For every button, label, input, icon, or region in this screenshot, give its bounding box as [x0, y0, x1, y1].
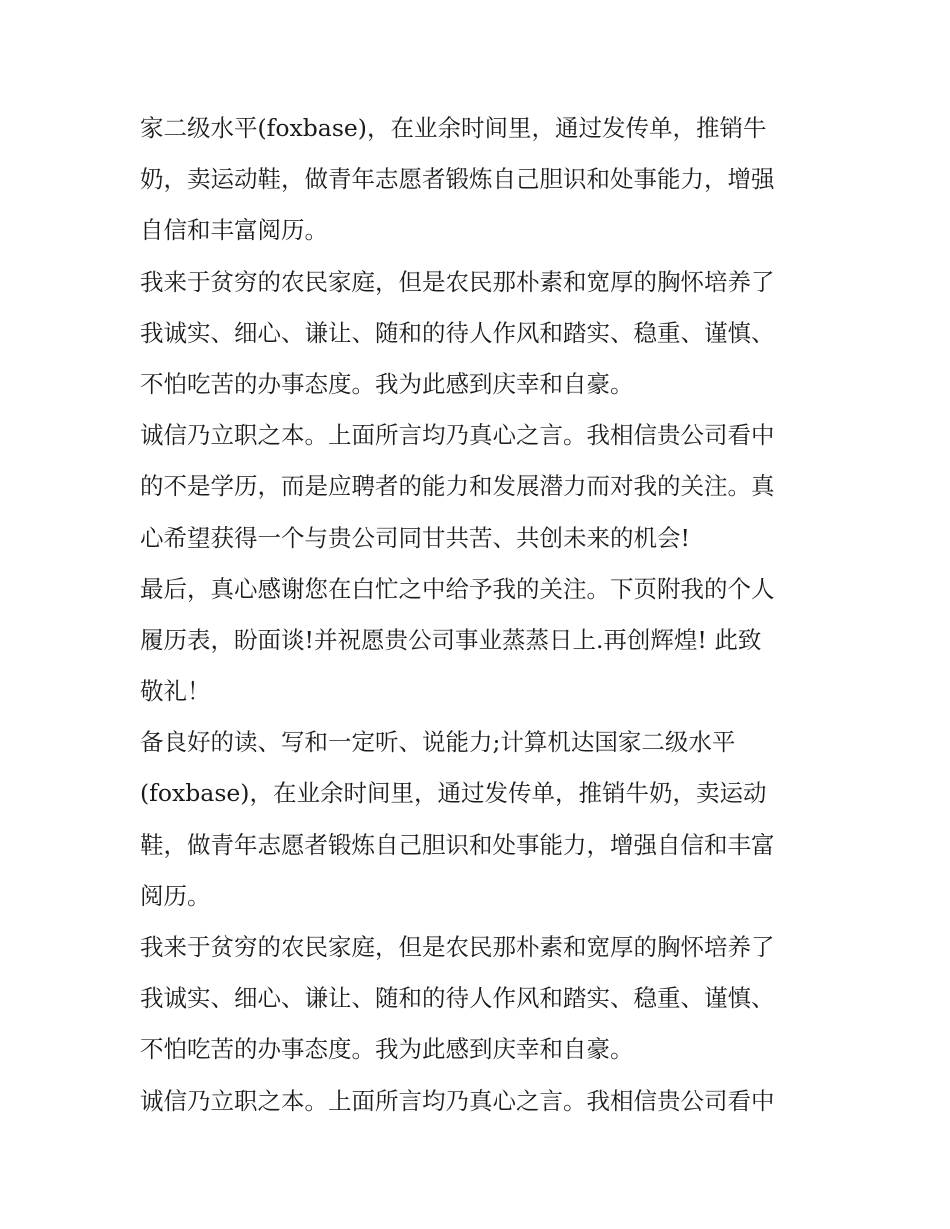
text-line: 敬礼！	[140, 677, 211, 706]
text-line: 鞋，做青年志愿者锻炼自己胆识和处事能力，增强自信和丰富	[140, 830, 775, 859]
document-body-text	[140, 103, 820, 1127]
text-line: 不怕吃苦的办事态度。我为此感到庆幸和自豪。	[140, 369, 634, 398]
text-line: 最后，真心感谢您在白忙之中给予我的关注。下页附我的个人	[140, 574, 775, 603]
text-line: 不怕吃苦的办事态度。我为此感到庆幸和自豪。	[140, 1035, 634, 1064]
text-line: 我诚实、细心、谦让、随和的待人作风和踏实、稳重、谨慎、	[140, 984, 775, 1013]
text-line: 心希望获得一个与贵公司同甘共苦、共创未来的机会!	[140, 523, 690, 552]
text-line: 诚信乃立职之本。上面所言均乃真心之言。我相信贵公司看中	[140, 1086, 775, 1115]
text-line: 家二级水平(foxbase)，在业余时间里，通过发传单，推销牛	[140, 114, 767, 142]
text-line: 履历表，盼面谈!并祝愿贵公司事业蒸蒸日上.再创辉煌! 此致	[140, 625, 762, 654]
text-line: 备良好的读、写和一定听、说能力;计算机达国家二级水平	[140, 728, 736, 757]
text-line: 我来于贫穷的农民家庭，但是农民那朴素和宽厚的胸怀培养了	[140, 267, 775, 296]
text-line: (foxbase)，在业余时间里，通过发传单，推销牛奶，卖运动	[140, 779, 767, 808]
text-line: 阅历。	[140, 881, 211, 910]
text-line: 我诚实、细心、谦让、随和的待人作风和踏实、稳重、谨慎、	[140, 318, 775, 347]
text-line: 自信和丰富阅历。	[140, 216, 328, 245]
text-line: 我来于贫穷的农民家庭，但是农民那朴素和宽厚的胸怀培养了	[140, 933, 775, 961]
text-line: 奶，卖运动鞋，做青年志愿者锻炼自己胆识和处事能力，增强	[140, 165, 775, 194]
text-line: 的不是学历，而是应聘者的能力和发展潜力而对我的关注。真	[140, 472, 775, 501]
text-line: 诚信乃立职之本。上面所言均乃真心之言。我相信贵公司看中	[140, 421, 775, 450]
